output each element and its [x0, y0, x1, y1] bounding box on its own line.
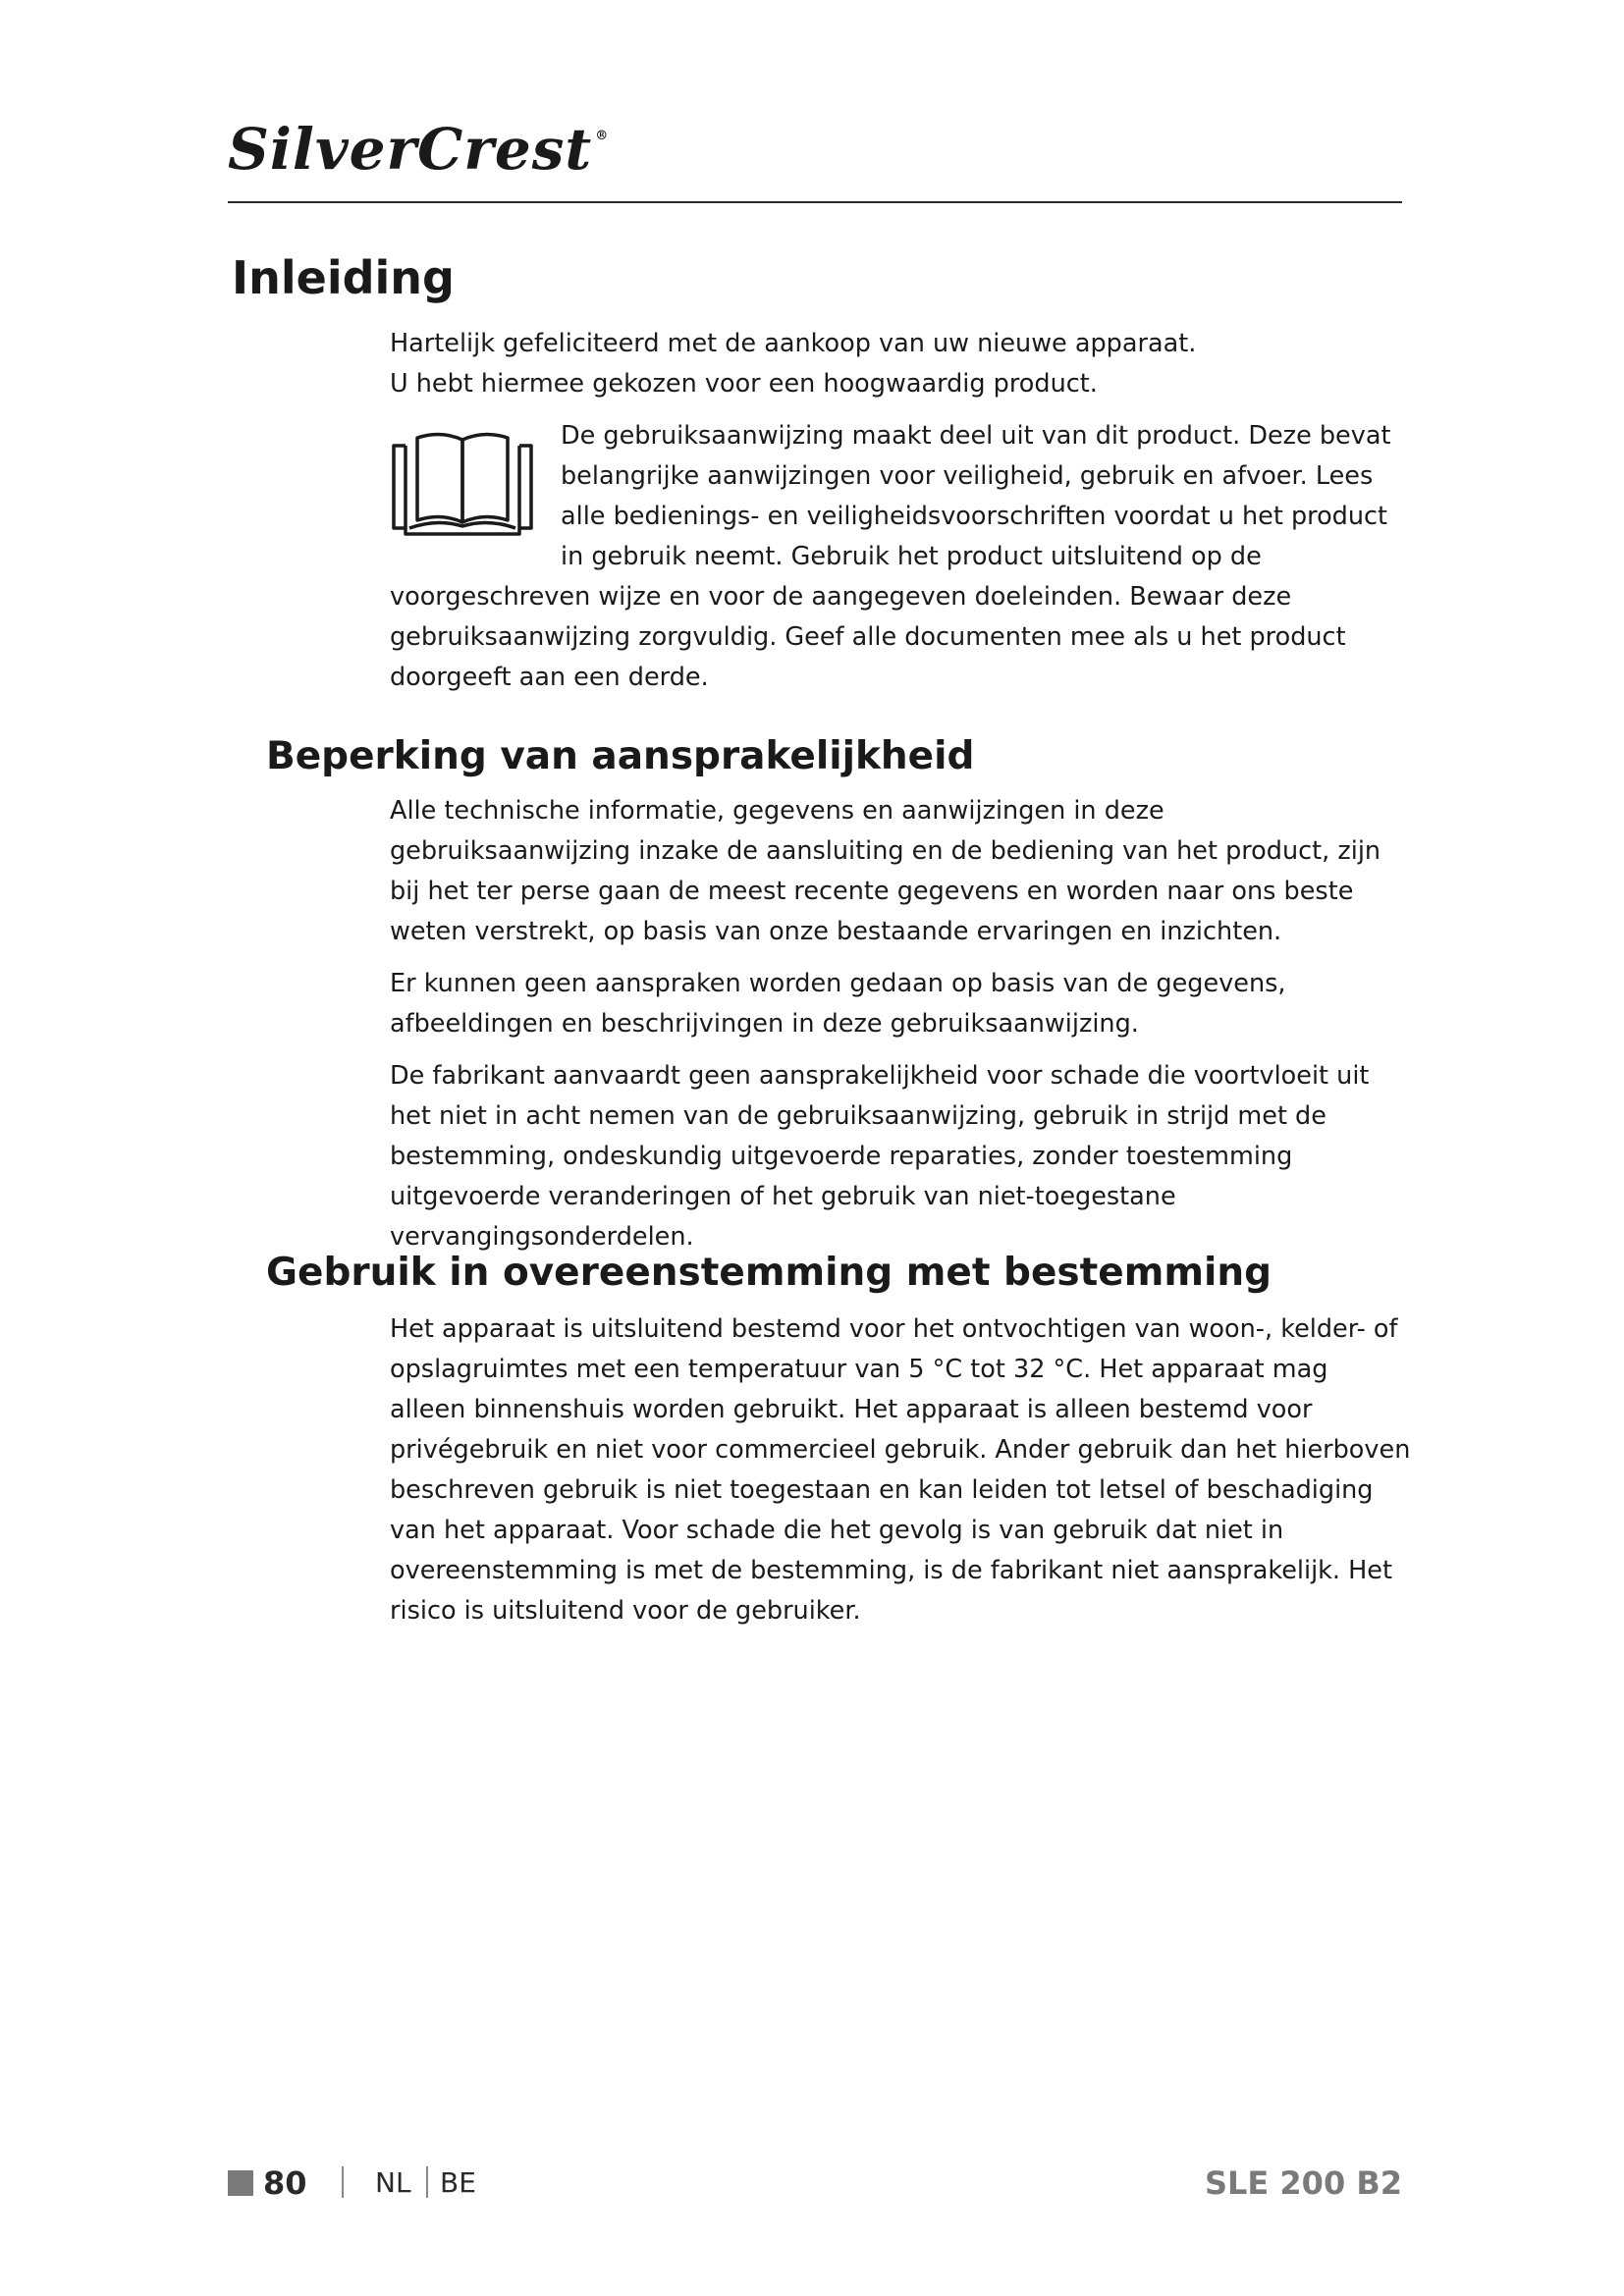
liability-section	[390, 791, 1411, 1269]
intro-section	[390, 324, 1411, 698]
intended-use-section	[390, 1309, 1411, 1643]
intro-line-1: Hartelijk gefeliciteerd met de aankoop van uw nieuwe apparaat.	[390, 329, 1197, 358]
brand-logo	[228, 116, 609, 183]
open-book-icon	[390, 424, 535, 542]
page-number: 80	[263, 2164, 307, 2202]
liability-paragraph-1: Alle technische informatie, gegevens en aanwijzingen in deze gebruiksaanwijzing inzake de aansluiting en de bediening van het product, zijn bij het ter perse gaan de meest recente gegevens en worden naar ons beste weten verstrekt, op basis van onze bestaande ervaringen en inzichten.	[390, 796, 1381, 946]
page-footer	[228, 2164, 1402, 2204]
manual-notice	[390, 416, 1411, 698]
footer-language-be: BE	[440, 2166, 476, 2199]
model-number: SLE 200 B2	[1204, 2164, 1402, 2202]
manual-paragraph: De gebruiksaanwijzing maakt deel uit van dit product. Deze bevat belangrijke aanwijzingen voor veiligheid, gebruik en afvoer. Lees alle bedienings- en veiligheidsvoorschriften voordat u het product in gebruik neemt. Gebruik het product uitsluitend op de voorgeschreven wijze en voor de aangegeven doeleinden. Bewaar deze gebruiksaanwijzing zorgvuldig. Geef alle documenten mee als u het product doorgeeft aan een derde.	[390, 421, 1391, 692]
footer-separator-2	[426, 2166, 428, 2198]
intended-use-heading: Gebruik in overeenstemming met bestemming	[266, 1251, 1272, 1295]
trademark-symbol: ®	[595, 129, 610, 143]
liability-paragraph-3: De fabrikant aanvaardt geen aansprakelijkheid voor schade die voortvloeit uit het niet in acht nemen van de gebruiksaanwijzing, gebruik in strijd met de bestemming, ondeskundig uitgevoerde reparaties, zonder toestemming uitgevoerde veranderingen of het gebruik van niet-toegestane vervangingsonderdelen.	[390, 1061, 1370, 1252]
brand-logo-text: SilverCrest	[228, 116, 593, 183]
footer-language-nl: NL	[375, 2166, 411, 2199]
liability-heading: Beperking van aansprakelijkheid	[266, 734, 975, 778]
intro-line-2: U hebt hiermee gekozen voor een hoogwaardig product.	[390, 369, 1098, 399]
header-rule	[228, 201, 1402, 203]
footer-separator-1	[342, 2166, 344, 2198]
liability-paragraph-2: Er kunnen geen aanspraken worden gedaan op basis van de gegevens, afbeeldingen en beschrijvingen in deze gebruiksaanwijzing.	[390, 969, 1286, 1039]
intro-heading: Inleiding	[232, 251, 455, 304]
square-marker-icon	[228, 2170, 253, 2196]
intended-use-paragraph: Het apparaat is uitsluitend bestemd voor het ontvochtigen van woon-, kelder- of opslagruimtes met een temperatuur van 5 °C tot 32 °C. Het apparaat mag alleen binnenshuis worden gebruikt. Het apparaat is alleen bestemd voor privégebruik en niet voor commercieel gebruik. Ander gebruik dan het hierboven beschreven gebruik is niet toegestaan en kan leiden tot letsel of beschadiging van het apparaat. Voor schade die het gevolg is van gebruik dat niet in overeenstemming is met de bestemming, is de fabrikant niet aansprakelijk. Het risico is uitsluitend voor de gebruiker.	[390, 1314, 1411, 1626]
